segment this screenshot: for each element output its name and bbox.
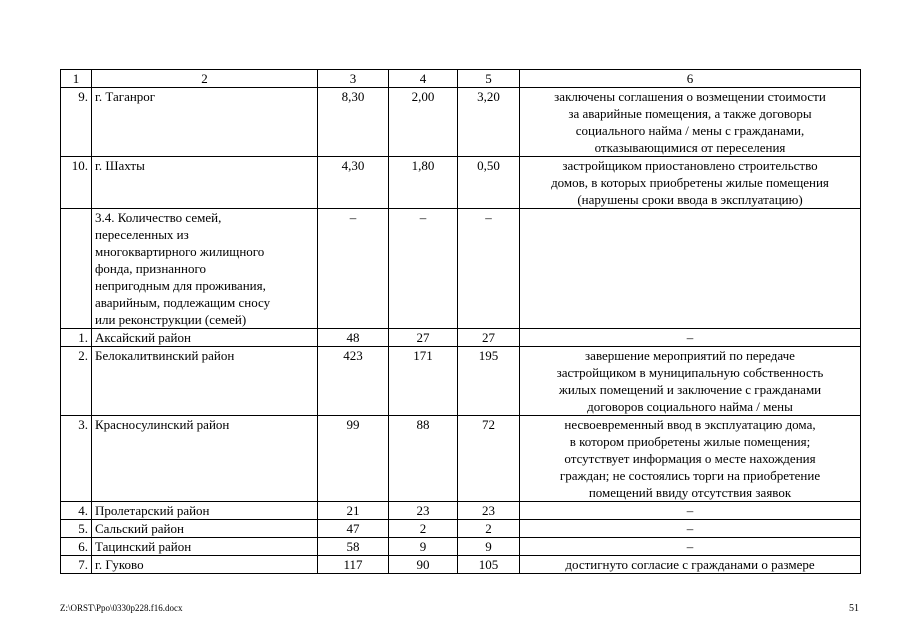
table-cell-c4: 2,00 <box>389 88 458 157</box>
table-cell-c1: 7. <box>61 556 92 574</box>
cell-line: завершение мероприятий по передаче <box>585 348 795 363</box>
cell-line: отсутствует информация о месте нахождения <box>564 451 816 466</box>
table-row <box>61 347 861 416</box>
table-cell-c5: – <box>458 209 520 329</box>
cell-line: многоквартирного жилищного <box>95 244 265 259</box>
table-cell-c4: 88 <box>389 416 458 502</box>
table-cell-c1: 2. <box>61 347 92 416</box>
cell-line: – <box>686 503 694 518</box>
table-cell-c1: 4. <box>61 502 92 520</box>
table-cell-c3: – <box>318 209 389 329</box>
cell-line: – <box>686 539 694 554</box>
table-cell-c2: Пролетарский район <box>92 502 318 520</box>
table-cell-c4: 27 <box>389 329 458 347</box>
table-cell-c3: 8,30 <box>318 88 389 157</box>
table-row <box>61 416 861 502</box>
table-cell-c1: 10. <box>61 157 92 209</box>
table-cell-c6 <box>520 347 861 416</box>
cell-line: несвоевременный ввод в эксплуатацию дома, <box>564 417 816 432</box>
table-cell-c6 <box>520 416 861 502</box>
cell-line: (нарушены сроки ввода в эксплуатацию) <box>577 192 803 207</box>
table-cell-c5: 23 <box>458 502 520 520</box>
table-cell-c6 <box>520 88 861 157</box>
column-header: 6 <box>520 70 861 88</box>
table-cell-c4: 171 <box>389 347 458 416</box>
table-cell-c5: 2 <box>458 520 520 538</box>
cell-line: социального найма / мены с гражданами, <box>575 123 805 138</box>
table-row <box>61 520 861 538</box>
table-cell-c5: 195 <box>458 347 520 416</box>
table-cell-c6 <box>520 520 861 538</box>
table-cell-c1: 3. <box>61 416 92 502</box>
cell-line: переселенных из <box>95 227 189 242</box>
table-cell-c2: г. Шахты <box>92 157 318 209</box>
cell-line: договоров социального найма / мены <box>587 399 793 414</box>
table-cell-c2: Красносулинский район <box>92 416 318 502</box>
table-cell-c5: 27 <box>458 329 520 347</box>
cell-line: аварийным, подлежащим сносу <box>95 295 271 310</box>
table-cell-c3: 117 <box>318 556 389 574</box>
table-row <box>61 538 861 556</box>
footer-file-path: Z:\ORST\Ppo\0330p228.f16.docx <box>60 603 183 613</box>
cell-line: домов, в которых приобретены жилые помещения <box>551 175 829 190</box>
table-cell-c3: 47 <box>318 520 389 538</box>
table-cell-c5: 72 <box>458 416 520 502</box>
cell-line: или реконструкции (семей) <box>95 312 247 327</box>
table-cell-c3: 423 <box>318 347 389 416</box>
column-header: 4 <box>389 70 458 88</box>
cell-line: заключены соглашения о возмещении стоимости <box>554 89 826 104</box>
cell-line: в котором приобретены жилые помещения; <box>569 434 811 449</box>
table-cell-c3: 4,30 <box>318 157 389 209</box>
table-cell-c2: г. Таганрог <box>92 88 318 157</box>
table-cell-c4: 9 <box>389 538 458 556</box>
table-cell-c5: 3,20 <box>458 88 520 157</box>
column-header: 2 <box>92 70 318 88</box>
footer-page-number: 51 <box>849 603 859 614</box>
table-cell-c2: Белокалитвинский район <box>92 347 318 416</box>
table-row <box>61 502 861 520</box>
cell-line: непригодным для проживания, <box>95 278 266 293</box>
cell-line: отказывающимися от переселения <box>594 140 786 155</box>
table-cell-c4: 2 <box>389 520 458 538</box>
table-cell-c2: Аксайский район <box>92 329 318 347</box>
cell-line: фонда, признанного <box>95 261 206 276</box>
table-cell-c4: 90 <box>389 556 458 574</box>
cell-line: – <box>686 330 694 345</box>
cell-line: жилых помещений и заключение с гражданами <box>558 382 822 397</box>
cell-line: 3.4. Количество семей, <box>95 210 222 225</box>
table-row <box>61 209 861 329</box>
table-row <box>61 88 861 157</box>
table-cell-c1: 9. <box>61 88 92 157</box>
table-row <box>61 329 861 347</box>
table-cell-c2 <box>92 209 318 329</box>
table-cell-c4: 1,80 <box>389 157 458 209</box>
table-row <box>61 556 861 574</box>
table-cell-c3: 48 <box>318 329 389 347</box>
table-cell-c6 <box>520 502 861 520</box>
table-cell-c1: 1. <box>61 329 92 347</box>
table-cell-c6 <box>520 556 861 574</box>
column-header: 1 <box>61 70 92 88</box>
table-cell-c4: – <box>389 209 458 329</box>
table-cell-c1: 5. <box>61 520 92 538</box>
table-cell-c2: Тацинский район <box>92 538 318 556</box>
cell-line: застройщиком приостановлено строительство <box>562 158 818 173</box>
column-header: 3 <box>318 70 389 88</box>
table-cell-c1 <box>61 209 92 329</box>
table-cell-c6 <box>520 329 861 347</box>
table-cell-c1: 6. <box>61 538 92 556</box>
table-cell-c5: 0,50 <box>458 157 520 209</box>
cell-line: помещений ввиду отсутствия заявок <box>588 485 792 500</box>
data-table <box>60 69 861 574</box>
table-cell-c6 <box>520 209 861 329</box>
table-header-row <box>61 70 861 88</box>
table-cell-c3: 58 <box>318 538 389 556</box>
table-cell-c3: 99 <box>318 416 389 502</box>
cell-line: граждан; не состоялись торги на приобретение <box>559 468 821 483</box>
table-cell-c3: 21 <box>318 502 389 520</box>
column-header: 5 <box>458 70 520 88</box>
cell-line: застройщиком в муниципальную собственность <box>556 365 824 380</box>
table-cell-c6 <box>520 538 861 556</box>
table-cell-c5: 105 <box>458 556 520 574</box>
table-cell-c5: 9 <box>458 538 520 556</box>
table-cell-c4: 23 <box>389 502 458 520</box>
cell-line: достигнуто согласие с гражданами о размере <box>565 557 815 572</box>
table-cell-c2: Сальский район <box>92 520 318 538</box>
cell-line: за аварийные помещения, а также договоры <box>568 106 812 121</box>
table-cell-c2: г. Гуково <box>92 556 318 574</box>
cell-line: – <box>686 521 694 536</box>
table-cell-c6 <box>520 157 861 209</box>
table-row <box>61 157 861 209</box>
